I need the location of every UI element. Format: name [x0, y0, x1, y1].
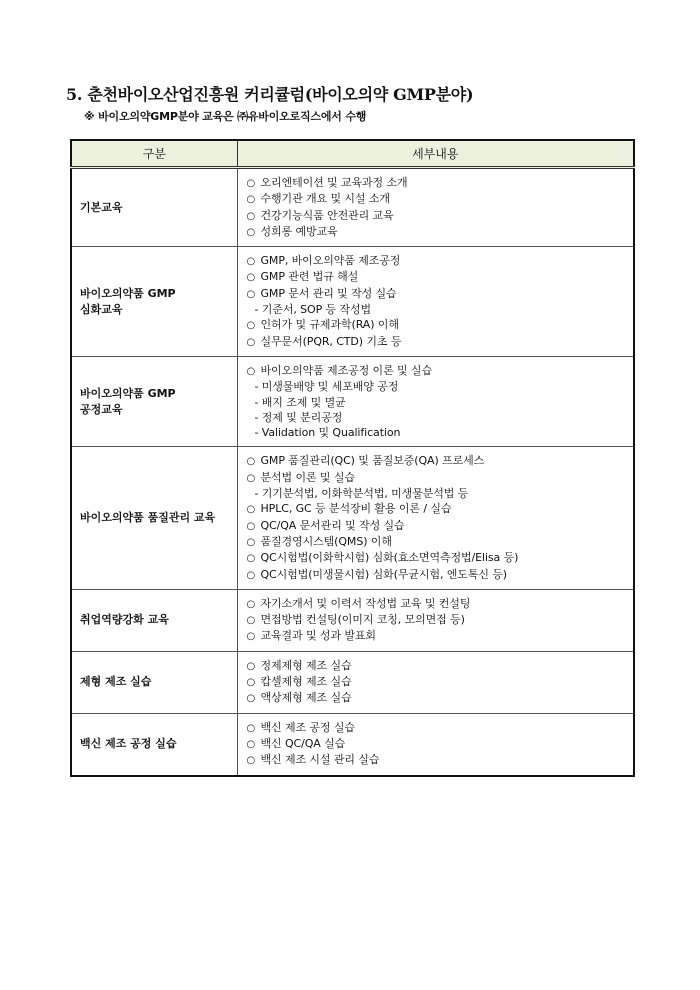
- table-row: [71, 713, 634, 775]
- list-item: [247, 269, 634, 285]
- circle-bullet-icon: ○: [246, 178, 256, 189]
- table-row: [71, 589, 634, 651]
- table-row: [71, 356, 634, 446]
- circle-bullet-icon: ○: [246, 677, 256, 689]
- list-item: [247, 224, 634, 240]
- circle-bullet-icon: ○: [246, 520, 256, 532]
- list-item: [247, 534, 634, 550]
- list-item: [247, 612, 634, 628]
- circle-bullet-icon: ○: [246, 320, 256, 332]
- table-header-row: [71, 140, 634, 168]
- circle-bullet-icon: ○: [246, 210, 256, 222]
- item-text: 수행기관 개요 및 시설 소개: [260, 192, 390, 206]
- list-item: [247, 596, 634, 612]
- list-item: [247, 690, 634, 706]
- item-text: - 배지 조제 및 멸균: [254, 395, 346, 409]
- list-item: [247, 674, 634, 690]
- item-text: - 기기분석법, 이화학분석법, 미생물분석법 등: [254, 487, 469, 501]
- circle-bullet-icon: ○: [246, 569, 256, 581]
- circle-bullet-icon: ○: [246, 336, 256, 348]
- circle-bullet-icon: ○: [246, 722, 256, 734]
- category-label: 심화교육: [80, 302, 123, 316]
- item-text: 실무문서(PQR, CTD) 기초 등: [260, 334, 402, 348]
- list-item: [247, 253, 634, 269]
- circle-bullet-icon: ○: [246, 693, 256, 705]
- circle-bullet-icon: ○: [246, 226, 256, 238]
- item-text: - Validation 및 Qualification: [254, 426, 401, 440]
- category-label: 공정교육: [80, 402, 123, 416]
- table-row: [71, 651, 634, 713]
- sub-item: [247, 379, 634, 394]
- circle-bullet-icon: ○: [246, 553, 256, 565]
- circle-bullet-icon: ○: [246, 456, 256, 468]
- table-body: [71, 168, 634, 776]
- item-text: 백신 제조 시설 관리 실습: [260, 753, 380, 767]
- item-text: 자기소개서 및 이력서 작성법 교육 및 컨설팅: [260, 596, 471, 610]
- list-item: [247, 334, 634, 350]
- column-header-category: 구분: [71, 140, 237, 168]
- column-header-details: 세부내용: [237, 140, 634, 168]
- list-item: [247, 658, 634, 674]
- circle-bullet-icon: ○: [246, 536, 256, 548]
- document-title: 5. 춘천바이오산업진흥원 커리큘럼(바이오의약 GMP분야): [66, 85, 474, 104]
- list-item: [247, 518, 634, 534]
- sub-item: [247, 395, 634, 410]
- list-item: [247, 286, 634, 302]
- circle-bullet-icon: ○: [246, 615, 256, 627]
- item-text: 성희롱 예방교육: [260, 224, 338, 238]
- category-label: 바이오의약품 GMP: [80, 286, 176, 300]
- category-cell: [71, 447, 237, 589]
- category-label: 제형 제조 실습: [80, 675, 152, 689]
- circle-bullet-icon: ○: [246, 472, 256, 484]
- list-item: [247, 628, 634, 644]
- sub-item: [247, 302, 634, 317]
- item-text: GMP 문서 관리 및 작성 실습: [260, 286, 397, 300]
- item-text: GMP 품질관리(QC) 및 품질보증(QA) 프로세스: [260, 454, 485, 468]
- item-text: QC시험법(이화학시험) 심화(효소면역측정법/Elisa 등): [260, 551, 519, 565]
- details-cell: [237, 168, 634, 247]
- item-text: HPLC, GC 등 분석장비 활용 이론 / 실습: [260, 502, 452, 516]
- list-item: [247, 363, 634, 379]
- circle-bullet-icon: ○: [246, 272, 256, 284]
- details-cell: [237, 356, 634, 446]
- category-cell: [71, 589, 237, 651]
- sub-item: [247, 486, 634, 501]
- item-text: 면접방법 컨설팅(이미지 코칭, 모의면접 등): [260, 613, 465, 627]
- item-text: 캅셀제형 제조 실습: [260, 675, 352, 689]
- item-text: 액상제형 제조 실습: [260, 691, 352, 705]
- item-text: QC/QA 문서관리 및 작성 실습: [260, 518, 405, 532]
- table-row: [71, 247, 634, 357]
- circle-bullet-icon: ○: [246, 194, 256, 206]
- list-item: [247, 208, 634, 224]
- circle-bullet-icon: ○: [246, 288, 256, 300]
- item-text: - 미생물배양 및 세포배양 공정: [254, 380, 399, 394]
- details-cell: [237, 713, 634, 775]
- item-text: 인허가 및 규제과학(RA) 이해: [260, 318, 399, 332]
- category-label: 기본교육: [80, 200, 123, 214]
- item-text: 교육결과 및 성과 발표회: [260, 629, 376, 643]
- category-label: 백신 제조 공정 실습: [80, 737, 177, 751]
- details-cell: [237, 651, 634, 713]
- list-item: [247, 317, 634, 333]
- category-label: 바이오의약품 GMP: [80, 386, 176, 400]
- sub-item: [247, 410, 634, 425]
- table-row: [71, 168, 634, 247]
- item-text: 분석법 이론 및 실습: [260, 470, 355, 484]
- details-cell: [237, 447, 634, 589]
- item-text: 건강기능식품 안전관리 교육: [260, 208, 394, 222]
- sub-item: [247, 425, 634, 440]
- list-item: [247, 736, 634, 752]
- item-text: GMP, 바이오의약품 제조공정: [260, 254, 401, 268]
- category-label: 바이오의약품 품질관리 교육: [80, 511, 216, 525]
- list-item: [247, 567, 634, 583]
- circle-bullet-icon: ○: [246, 504, 256, 516]
- note-text: ※ 바이오의약GMP분야 교육은 ㈜유바이오로직스에서 수행: [84, 110, 367, 123]
- list-item: [247, 453, 634, 469]
- category-cell: [71, 168, 237, 247]
- item-text: 백신 QC/QA 실습: [260, 736, 346, 750]
- circle-bullet-icon: ○: [246, 631, 256, 643]
- list-item: [247, 720, 634, 736]
- item-text: GMP 관련 법규 해설: [260, 270, 359, 284]
- item-text: 바이오의약품 제조공정 이론 및 실습: [260, 363, 432, 377]
- item-text: - 정제 및 분리공정: [254, 410, 343, 424]
- list-item: [247, 470, 634, 486]
- list-item: [247, 752, 634, 768]
- list-item: [247, 191, 634, 207]
- item-text: 오리엔테이션 및 교육과정 소개: [260, 176, 408, 189]
- list-item: [247, 550, 634, 566]
- list-item: [247, 501, 634, 517]
- circle-bullet-icon: ○: [246, 755, 256, 767]
- table-row: [71, 447, 634, 589]
- circle-bullet-icon: ○: [246, 256, 256, 268]
- category-cell: [71, 356, 237, 446]
- category-cell: [71, 713, 237, 775]
- category-cell: [71, 247, 237, 357]
- circle-bullet-icon: ○: [246, 738, 256, 750]
- details-cell: [237, 589, 634, 651]
- curriculum-table: [70, 139, 635, 777]
- circle-bullet-icon: ○: [246, 660, 256, 672]
- item-text: - 기준서, SOP 등 작성법: [254, 303, 372, 317]
- details-cell: [237, 247, 634, 357]
- item-text: 품질경영시스템(QMS) 이해: [260, 534, 392, 548]
- circle-bullet-icon: ○: [246, 598, 256, 610]
- circle-bullet-icon: ○: [246, 365, 256, 377]
- item-text: 정제제형 제조 실습: [260, 658, 352, 672]
- item-text: QC시험법(미생물시험) 심화(무균시험, 엔도톡신 등): [260, 567, 507, 581]
- category-cell: [71, 651, 237, 713]
- item-text: 백신 제조 공정 실습: [260, 720, 355, 734]
- list-item: [247, 175, 634, 191]
- category-label: 취업역량강화 교육: [80, 613, 169, 627]
